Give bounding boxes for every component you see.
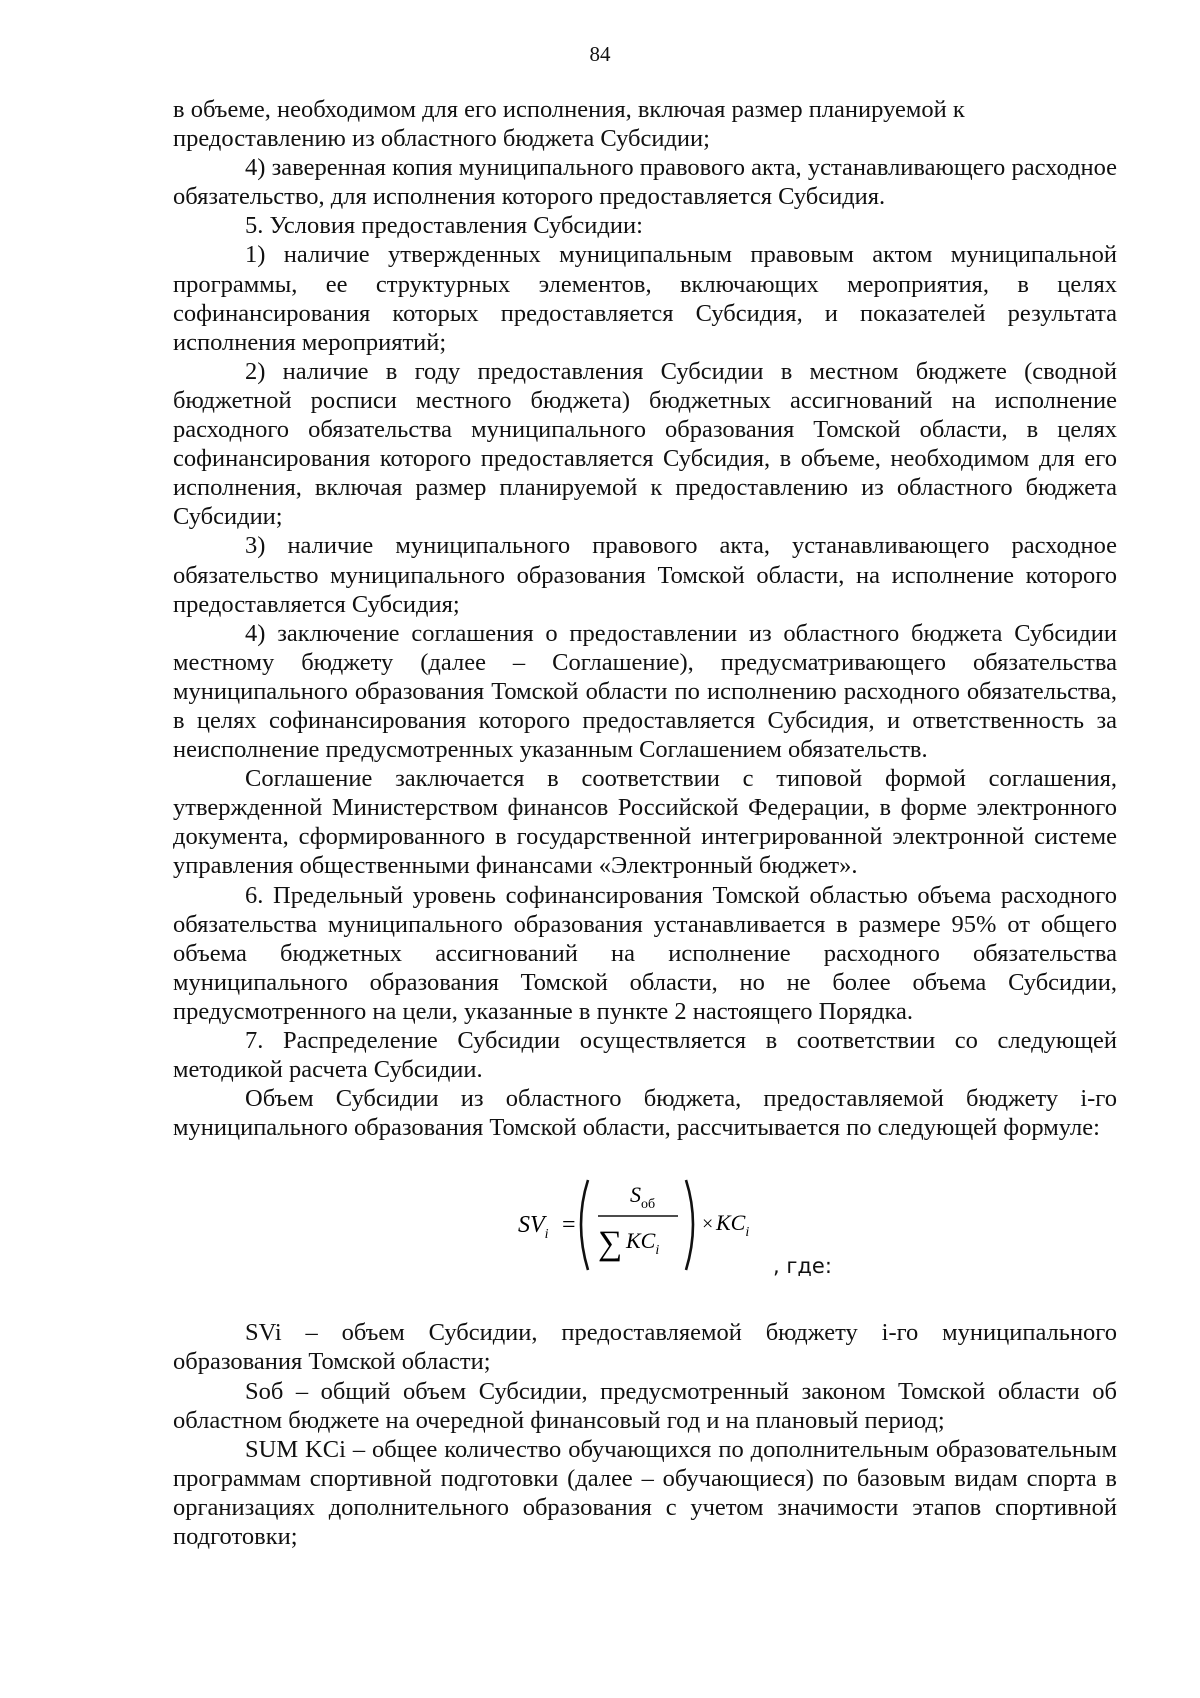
paragraph-cofinancing-level: 6. Предельный уровень софинансирования Томской областью объема расходного обязательства муниципального образования устанавливается в размере 95% от общего объема бюджетных ассигнований на исполнение расходного обязательства муниципального образования Томской области, но не более объема Субсидии, предусмотренного на цели, указанные в пункте 2 настоящего Порядка.: [173, 881, 1117, 1025]
formula-times: ×: [702, 1213, 714, 1236]
left-parenthesis: [581, 1180, 588, 1270]
formula-block: [173, 1148, 1117, 1300]
paragraph-distribution: 7. Распределение Субсидии осуществляется в соответствии со следующей методикой расчета Субсидии.: [173, 1027, 1117, 1084]
paragraph-condition-1: 1) наличие утвержденных муниципальным правовым актом муниципальной программы, ее структурных элементов, включающих мероприятия, в целях софинансирования которых предоставляется Субсидия, и показателей результата исполнения мероприятий;: [173, 241, 1117, 356]
formula-numerator: $S_{об}$: [630, 1182, 656, 1213]
sum-sign: ∑: [598, 1225, 623, 1263]
paragraph-agreement: Соглашение заключается в соответствии с типовой формой соглашения, утвержденной Министерством финансов Российской Федерации, в форме электронного документа, сформированного в государственной интегрированной электронной системе управления общественными финансами «Электронный бюджет».: [173, 765, 1117, 880]
paragraph-condition-3: 3) наличие муниципального правового акта, устанавливающего расходное обязательство муниципального образования Томской области, на исполнение которого предоставляется Субсидия;: [173, 532, 1117, 618]
formula-denominator: $KC_i$: [626, 1228, 660, 1259]
paragraph-condition-2: 2) наличие в году предоставления Субсидии в местном бюджете (сводной бюджетной росписи местного бюджета) бюджетных ассигнований на исполнение расходного обязательства муниципального образования Томской области, в целях софинансирования которого предоставляется Субсидия, в объеме, необходимом для его исполнения, включая размер планируемой к предоставлению из областного бюджета Субсидии;: [173, 357, 1117, 531]
definition-svi: SVi – объем Субсидии, предоставляемой бюджету i-го муниципального образования Томской области;: [173, 1319, 1117, 1376]
paragraph-item-4-copy: 4) заверенная копия муниципального правового акта, устанавливающего расходное обязательство, для исполнения которого предоставляется Субсидия.: [173, 154, 1117, 211]
paragraph-formula-intro: Объем Субсидии из областного бюджета, предоставляемой бюджету i-го муниципального образования Томской области, рассчитывается по следующей формуле:: [173, 1085, 1117, 1142]
document-body: [173, 95, 1117, 1551]
section-heading-conditions: 5. Условия предоставления Субсидии:: [245, 212, 643, 240]
definition-sob: Sоб – общий объем Субсидии, предусмотренный законом Томской области об областном бюджете на очередной финансовый год и на плановый период;: [173, 1377, 1117, 1434]
formula-equals: =: [562, 1212, 576, 1239]
formula-suffix: , где:: [773, 1254, 832, 1279]
subsidy-formula: [518, 1176, 758, 1276]
definition-sum-kci: SUM KCi – общее количество обучающихся по дополнительным образовательным программам спортивной подготовки (далее – обучающиеся) по базовым видам спорта в организациях дополнительного образования с учетом значимости этапов спортивной подготовки;: [173, 1435, 1117, 1551]
formula-lhs: $SV_i$: [518, 1212, 549, 1243]
paragraph-continuation: в объеме, необходимом для его исполнения, включая размер планируемой к предоставлению из областного бюджета Субсидии;: [173, 96, 965, 153]
paragraph-condition-4: 4) заключение соглашения о предоставлении из областного бюджета Субсидии местному бюджету (далее – Соглашение), предусматривающего обязательства муниципального образования Томской области по исполнению расходного обязательства, в целях софинансирования которого предоставляется Субсидия, и ответственность за неисполнение предусмотренных указанным Соглашением обязательств.: [173, 619, 1117, 764]
page-number: 84: [589, 42, 611, 66]
formula-rhs: $KC_i$: [716, 1210, 750, 1241]
right-parenthesis: [686, 1180, 693, 1270]
